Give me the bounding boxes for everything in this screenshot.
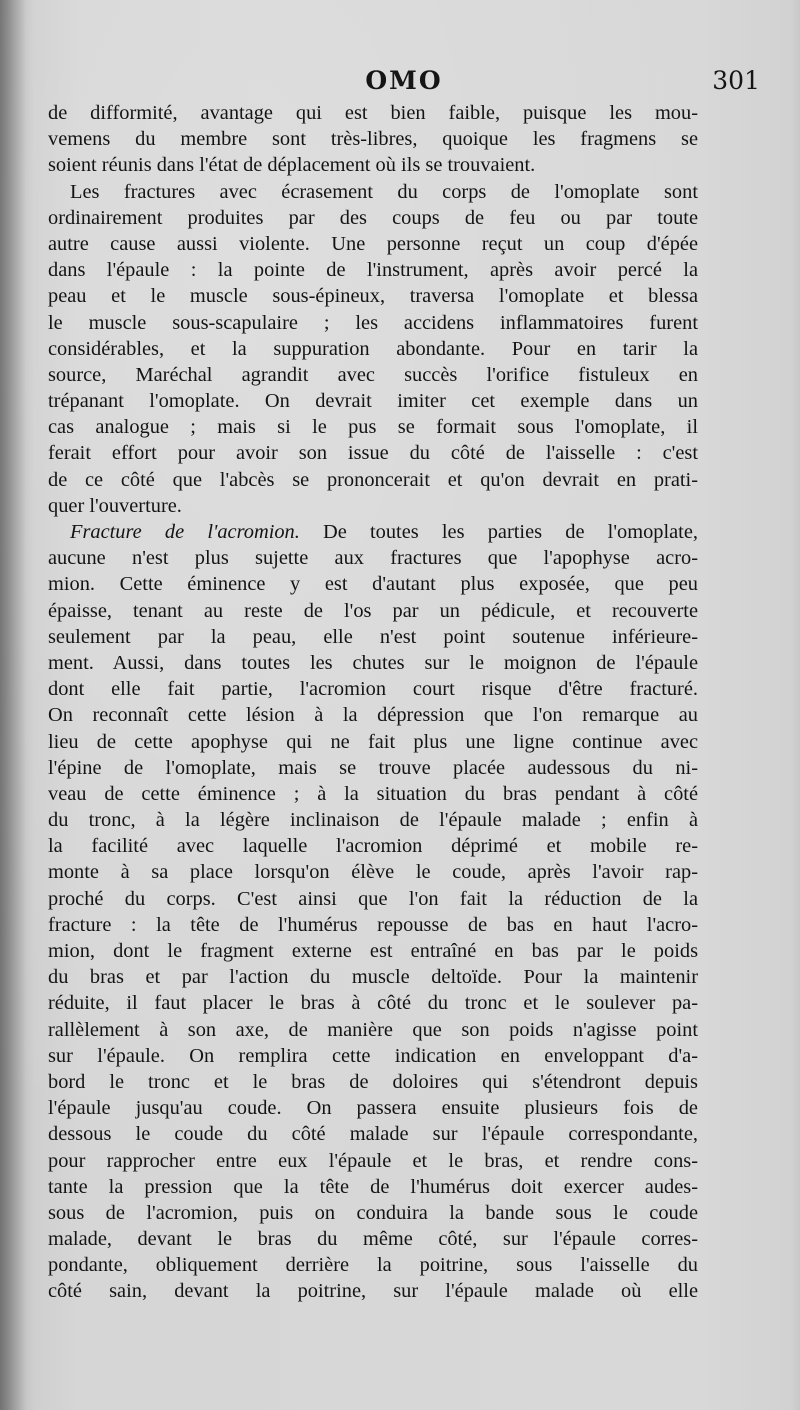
text-line-content: réduite, il faut placer le bras à côté du tronc et le soulever pa- — [48, 992, 698, 1015]
text-line — [48, 467, 698, 493]
text-line — [48, 729, 698, 755]
text-line-content: malade, devant le bras du même côté, sur l'épaule corres- — [48, 1228, 698, 1251]
text-line — [48, 126, 698, 152]
text-line — [48, 781, 698, 807]
text-line-content: le muscle sous-scapulaire ; les accidens inflammatoires furent — [48, 311, 698, 334]
text-line-content: lieu de cette apophyse qui ne fait plus une ligne continue avec — [48, 730, 698, 753]
text-line-content: de difformité, avantage qui est bien faible, puisque les mou- — [48, 102, 698, 124]
text-line-content: ordinairement produites par des coups de feu ou par toute — [48, 206, 698, 229]
text-line-content: bord le tronc et le bras de doloires qui s'étendront depuis — [48, 1070, 698, 1093]
text-line-content: rallèlement à son axe, de manière que son poids n'agisse point — [48, 1018, 698, 1041]
text-line — [48, 519, 698, 545]
text-line — [48, 1252, 698, 1278]
text-line-content: monte à sa place lorsqu'on élève le coude, après l'avoir rap- — [48, 861, 698, 884]
text-line-content: veau de cette éminence ; à la situation du bras pendant à côté — [48, 782, 698, 805]
text-line-content: trépanant l'omoplate. On devrait imiter cet exemple dans un — [48, 390, 698, 413]
text-line-content: pondante, obliquement derrière la poitrine, sous l'aisselle du — [48, 1254, 698, 1277]
text-line-content: soient réunis dans l'état de déplacement où ils se trouvaient. — [48, 154, 536, 177]
text-line-content: sur l'épaule. On remplira cette indication en enveloppant d'a- — [48, 1044, 698, 1067]
text-line-content: seulement par la peau, elle n'est point soutenue inférieure- — [48, 625, 698, 648]
text-line-content: Les fractures avec écrasement du corps de l'omoplate sont — [70, 180, 698, 203]
text-line-content: ferait effort pour avoir son issue du côté de l'aisselle : c'est — [48, 442, 698, 465]
text-line-content: la facilité avec laquelle l'acromion déprimé et mobile re- — [48, 835, 698, 858]
text-line — [48, 598, 698, 624]
text-line — [48, 1069, 698, 1095]
text-line-content: du tronc, à la légère inclinaison de l'épaule malade ; enfin à — [48, 809, 698, 832]
text-line — [48, 336, 698, 362]
page-number: 301 — [712, 66, 760, 95]
text-line — [48, 388, 698, 414]
text-line-content: mion, dont le fragment externe est entraîné en bas par le poids — [48, 940, 698, 962]
section-heading: Fracture de l'acromion. — [70, 521, 300, 543]
text-line — [48, 676, 698, 702]
text-line — [48, 179, 698, 205]
text-line — [48, 100, 698, 126]
text-line — [48, 362, 698, 388]
text-line-content: dont elle fait partie, l'acromion court risque d'être fracturé. — [48, 678, 698, 701]
text-line — [48, 440, 698, 466]
page-header — [48, 66, 760, 100]
text-line-content: du bras et par l'action du muscle deltoïde. Pour la maintenir — [48, 966, 698, 989]
text-line-content: l'épine de l'omoplate, mais se trouve placée audessous du ni- — [48, 756, 698, 779]
text-line — [48, 702, 698, 728]
text-line — [48, 310, 698, 336]
text-line-content: l'épaule jusqu'au coude. On passera ensuite plusieurs fois de — [48, 1097, 698, 1120]
text-line-content: vemens du membre sont très-libres, quoique les fragmens se — [48, 128, 698, 151]
text-line — [48, 938, 698, 964]
text-line — [48, 1174, 698, 1200]
text-line — [48, 1095, 698, 1121]
text-line-content: dans l'épaule : la pointe de l'instrument, après avoir percé la — [48, 259, 698, 282]
text-line — [48, 912, 698, 938]
text-line — [48, 650, 698, 676]
text-line-content: tante la pression que la tête de l'humérus doit exercer audes- — [48, 1175, 698, 1198]
text-line-content: de ce côté que l'abcès se prononcerait et qu'on devrait en prati- — [48, 468, 698, 491]
text-line — [48, 283, 698, 309]
text-line-content: ment. Aussi, dans toutes les chutes sur le moignon de l'épaule — [48, 651, 698, 674]
text-line — [48, 964, 698, 990]
text-line-content: proché du corps. C'est ainsi que l'on fait la réduction de la — [48, 887, 698, 910]
text-line — [48, 990, 698, 1016]
text-line-content: On reconnaît cette lésion à la dépression que l'on remarque au — [48, 704, 698, 727]
text-line — [48, 1278, 698, 1304]
text-line-content: dessous le coude du côté malade sur l'épaule correspondante, — [48, 1123, 698, 1146]
text-line-content: fracture : la tête de l'humérus repousse de bas en haut l'acro- — [48, 913, 698, 936]
gutter-shadow — [0, 0, 26, 1410]
text-line — [48, 833, 698, 859]
text-line — [48, 886, 698, 912]
text-line-content: pour rapprocher entre eux l'épaule et le bras, et rendre cons- — [48, 1149, 698, 1172]
text-line — [48, 545, 698, 571]
text-line — [48, 1017, 698, 1043]
text-line — [48, 257, 698, 283]
text-line-content: aucune n'est plus sujette aux fractures que l'apophyse acro- — [48, 547, 698, 570]
text-line-content: côté sain, devant la poitrine, sur l'épaule malade où elle — [48, 1280, 698, 1303]
text-line — [48, 414, 698, 440]
text-line — [48, 624, 698, 650]
text-line — [48, 231, 698, 257]
body-text — [48, 100, 698, 1305]
text-line-content: De toutes les parties de l'omoplate, — [299, 521, 698, 543]
text-line — [48, 859, 698, 885]
text-line — [48, 493, 698, 519]
text-line — [48, 755, 698, 781]
text-line-content: épaisse, tenant au reste de l'os par un pédicule, et recouverte — [48, 599, 698, 622]
text-line — [48, 1200, 698, 1226]
text-line-content: sous de l'acromion, puis on conduira la bande sous le coude — [48, 1201, 698, 1224]
text-line — [48, 807, 698, 833]
text-line — [48, 1043, 698, 1069]
text-line — [48, 1226, 698, 1252]
text-line-content: quer l'ouverture. — [48, 494, 182, 517]
text-line-content: considérables, et la suppuration abondante. Pour en tarir la — [48, 337, 698, 360]
text-line-content: mion. Cette éminence y est d'autant plus exposée, que peu — [48, 573, 698, 596]
text-line — [48, 205, 698, 231]
text-line — [48, 152, 698, 178]
running-head: OMO — [365, 66, 443, 95]
text-line — [48, 571, 698, 597]
text-line-content: peau et le muscle sous-épineux, traversa l'omoplate et blessa — [48, 285, 698, 308]
text-line — [48, 1148, 698, 1174]
text-line-content: cas analogue ; mais si le pus se formait sous l'omoplate, il — [48, 416, 698, 439]
text-line-content: source, Maréchal agrandit avec succès l'orifice fistuleux en — [48, 363, 698, 386]
text-line — [48, 1121, 698, 1147]
text-line-content: autre cause aussi violente. Une personne reçut un coup d'épée — [48, 232, 698, 255]
